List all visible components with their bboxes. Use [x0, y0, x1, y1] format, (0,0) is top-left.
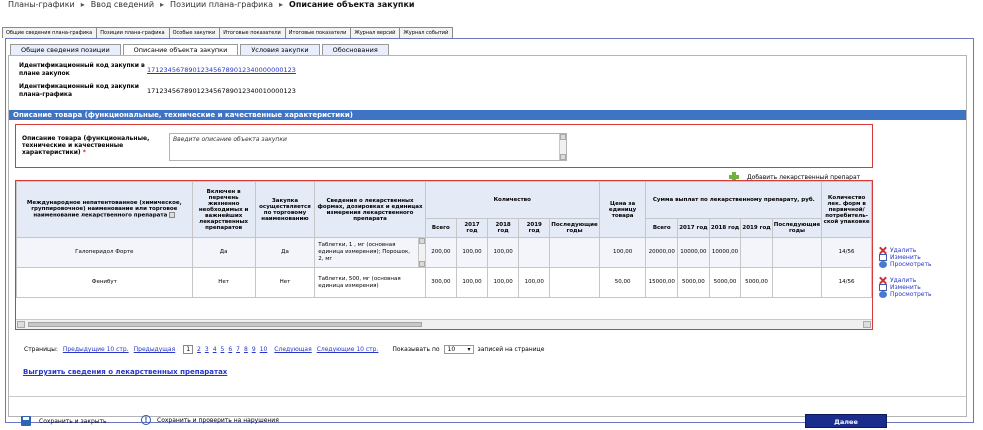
schedule-id-row [19, 83, 296, 99]
edit-label: Изменить [890, 284, 921, 291]
drugs-table [16, 181, 872, 298]
subheader-2018: 2018 год [488, 219, 519, 238]
delete-label: Удалить [890, 247, 917, 254]
edit-row-button[interactable] [879, 284, 932, 291]
table-row[interactable] [17, 268, 872, 298]
tab-justifications[interactable]: Обоснования [322, 44, 389, 55]
warning-icon: ! [141, 415, 151, 425]
delete-row-button[interactable] [879, 247, 932, 254]
row-actions [879, 247, 932, 268]
cell-trade: Да [255, 238, 315, 268]
cell-name: Фенибут [17, 268, 193, 298]
scroll-down-icon[interactable] [560, 154, 566, 160]
page-link[interactable]: 8 [244, 346, 248, 353]
tab-position-general[interactable]: Общие сведения позиции [10, 44, 121, 55]
cell-packs: 14/56 [822, 238, 872, 268]
cell-qty-total: 200,00 [425, 238, 456, 268]
breadcrumb-item[interactable]: Ввод сведений [90, 0, 155, 9]
breadcrumb [8, 0, 415, 10]
section-title: Описание товара (функциональные, технические и качественные характеристики) [9, 110, 966, 120]
cell-sum-2019: 5000,00 [741, 268, 772, 298]
view-label: Просмотреть [890, 261, 932, 268]
breadcrumb-item[interactable]: Позиции плана-графика [170, 0, 274, 9]
next-10-pages-link[interactable]: Следующие 10 стр. [316, 346, 379, 353]
delete-icon [879, 247, 887, 254]
tab-totals-2[interactable]: Итоговые показатели [285, 27, 352, 38]
page-link[interactable]: 5 [220, 346, 225, 353]
cell-sum-2017: 5000,00 [678, 268, 710, 298]
scroll-thumb[interactable] [28, 322, 422, 327]
drugs-table-box [15, 180, 873, 330]
tab-special-purchases[interactable]: Особые закупки [169, 27, 221, 38]
tab-schedule-general[interactable]: Общие сведения плана-графика [2, 27, 97, 38]
purchase-id-link[interactable]: 171234567890123456789012340000000123 [147, 66, 296, 74]
cell-qty-2018: 100,00 [488, 268, 519, 298]
subheader-2018: 2018 год [709, 219, 741, 238]
header-vital: Включен в перечень жизненно необходимых и важнейших лекарственных препаратов [192, 182, 255, 238]
save-and-close-button[interactable] [21, 416, 107, 426]
view-icon [879, 261, 887, 268]
cell-forms: Таблетки, 500, мг (основная единица измерения) [315, 268, 425, 298]
subheader-2019: 2019 год [519, 219, 550, 238]
breadcrumb-separator-icon: ▸ [80, 0, 85, 9]
next-button[interactable]: Далее [805, 414, 887, 428]
description-textarea[interactable] [169, 133, 567, 161]
purchase-id-row [19, 62, 296, 78]
add-drug-label: Добавить лекарственный препарат [747, 173, 861, 181]
header-forms: Сведения о лекарственных формах, дозировках и единицах измерения лекарственного препарата [315, 182, 425, 238]
next-page-link[interactable]: Следующая [274, 346, 312, 353]
header-trade: Закупка осуществляется по торговому наименованию [255, 182, 315, 238]
cell-forms [315, 238, 425, 268]
scroll-down-icon[interactable] [419, 261, 425, 267]
scroll-up-icon[interactable] [560, 134, 566, 140]
cell-sum-total: 20000,00 [646, 238, 678, 268]
view-icon [879, 291, 887, 298]
pagination [24, 345, 544, 354]
table-row[interactable] [17, 238, 872, 268]
purchase-id-label: Идентификационный код закупки в плане закупок [19, 62, 145, 77]
page-link[interactable]: 2 [197, 346, 201, 353]
main-panel [5, 38, 974, 426]
scroll-up-icon[interactable] [419, 238, 425, 244]
view-label: Просмотреть [890, 291, 932, 298]
cell-price: 100,00 [599, 238, 646, 268]
required-mark: * [82, 149, 86, 156]
cell-sum-2018: 10000,00 [709, 238, 741, 268]
tab-schedule-positions[interactable]: Позиции плана-графика [96, 27, 169, 38]
cell-sum-total: 15000,00 [646, 268, 678, 298]
cell-sum-later [772, 238, 821, 268]
cell-sum-later [772, 268, 821, 298]
cell-packs: 14/56 [822, 268, 872, 298]
view-row-button[interactable] [879, 291, 932, 298]
save-check-label: Сохранить и проверить на нарушения [157, 416, 279, 424]
edit-label: Изменить [890, 254, 921, 261]
per-page-suffix: записей на странице [477, 346, 545, 353]
breadcrumb-current: Описание объекта закупки [289, 0, 415, 9]
tab-object-description[interactable]: Описание объекта закупки [123, 44, 239, 55]
page-link[interactable]: 3 [204, 346, 209, 353]
page-link[interactable]: 10 [259, 346, 268, 353]
tab-totals-1[interactable]: Итоговые показатели [219, 27, 286, 38]
prev-page-link[interactable]: Предыдущая [133, 346, 176, 353]
cell-sum-2018: 5000,00 [709, 268, 741, 298]
breadcrumb-separator-icon: ▸ [279, 0, 284, 9]
top-tabs [2, 27, 452, 38]
cell-forms-text: Таблетки, 1 , мг (основная единица измерения); Порошок, 2, мг [318, 242, 411, 262]
subheader-total: Всего [425, 219, 456, 238]
header-sum: Сумма выплат по лекарственному препарату, руб. [646, 182, 822, 219]
header-packs: Количество лек. форм в первичной/ потребитель-ской упаковке [822, 182, 872, 238]
scroll-left-icon[interactable] [17, 321, 25, 328]
cell-qty-2018: 100,00 [488, 238, 519, 268]
content-area [8, 55, 967, 426]
tab-version-log[interactable]: Журнал версий [350, 27, 400, 38]
save-close-label: Сохранить и закрыть [39, 417, 107, 425]
subheader-later: Последующие годы [550, 219, 599, 238]
header-inn [17, 182, 193, 238]
cell-qty-total: 300,00 [425, 268, 456, 298]
subheader-2017: 2017 год [678, 219, 710, 238]
cell-scrollbar[interactable] [418, 238, 425, 267]
textarea-scrollbar[interactable] [559, 134, 566, 160]
sub-tabs [10, 44, 391, 55]
cell-trade: Нет [255, 268, 315, 298]
save-icon [21, 416, 31, 426]
tab-purchase-conditions[interactable]: Условия закупки [240, 44, 319, 55]
page-link[interactable]: 4 [212, 346, 217, 353]
cell-sum-2019 [741, 238, 772, 268]
subheader-later: Последующие годы [772, 219, 821, 238]
subheader-2017: 2017 год [456, 219, 487, 238]
view-row-button[interactable] [879, 261, 932, 268]
page-link[interactable]: 6 [228, 346, 233, 353]
breadcrumb-item[interactable]: Планы-графики [8, 0, 75, 9]
save-and-check-button[interactable] [141, 415, 279, 425]
description-placeholder: Введите описание объекта закупки [173, 136, 287, 143]
description-label-text: Описание товара (функциональные, технические и качественные характеристики) [22, 135, 150, 156]
header-quantity: Количество [425, 182, 599, 219]
cell-vital: Нет [192, 268, 255, 298]
divider [9, 396, 966, 397]
subheader-total: Всего [646, 219, 678, 238]
breadcrumb-separator-icon: ▸ [160, 0, 165, 9]
row-actions [879, 277, 932, 298]
schedule-id-value: 171234567890123456789012340010000123 [147, 87, 296, 95]
cell-qty-2017: 100,00 [456, 238, 487, 268]
table-hscrollbar[interactable] [16, 319, 872, 329]
edit-icon [879, 254, 887, 261]
header-inn-text: Международное непатентованное (химическое, группировочное) наименование или торговое наименование лекарственного препарата [26, 200, 182, 219]
subheader-2019: 2019 год [741, 219, 772, 238]
filter-icon[interactable] [169, 212, 175, 218]
page-link[interactable]: 7 [236, 346, 240, 353]
cell-sum-2017: 10000,00 [678, 238, 710, 268]
scroll-right-icon[interactable] [863, 321, 871, 328]
cell-qty-2017: 100,00 [456, 268, 487, 298]
prev-10-pages-link[interactable]: Предыдущие 10 стр. [62, 346, 129, 353]
export-drugs-link[interactable]: Выгрузить сведения о лекарственных препаратах [23, 368, 228, 376]
tab-event-log[interactable]: Журнал событий [399, 27, 453, 38]
edit-row-button[interactable] [879, 254, 932, 261]
delete-icon [879, 277, 887, 284]
per-page-select[interactable]: 10 ▾ [444, 345, 474, 354]
cell-vital: Да [192, 238, 255, 268]
cell-qty-later [550, 238, 599, 268]
show-by-label: Показывать по [392, 346, 440, 353]
delete-label: Удалить [890, 277, 917, 284]
cell-name: Галоперидол Форте [17, 238, 193, 268]
page-link-current[interactable]: 1 [183, 345, 193, 354]
cell-qty-later [550, 268, 599, 298]
pager-label: Страницы: [24, 346, 58, 353]
delete-row-button[interactable] [879, 277, 932, 284]
page-link[interactable]: 9 [251, 346, 256, 353]
cell-price: 50,00 [599, 268, 646, 298]
cell-qty-2019: 100,00 [519, 268, 550, 298]
schedule-id-label: Идентификационный код закупки плана-графика [19, 83, 139, 98]
description-label [22, 135, 162, 156]
edit-icon [879, 284, 887, 291]
description-block [15, 124, 873, 168]
header-price: Цена за единицу товара [599, 182, 646, 238]
cell-qty-2019 [519, 238, 550, 268]
